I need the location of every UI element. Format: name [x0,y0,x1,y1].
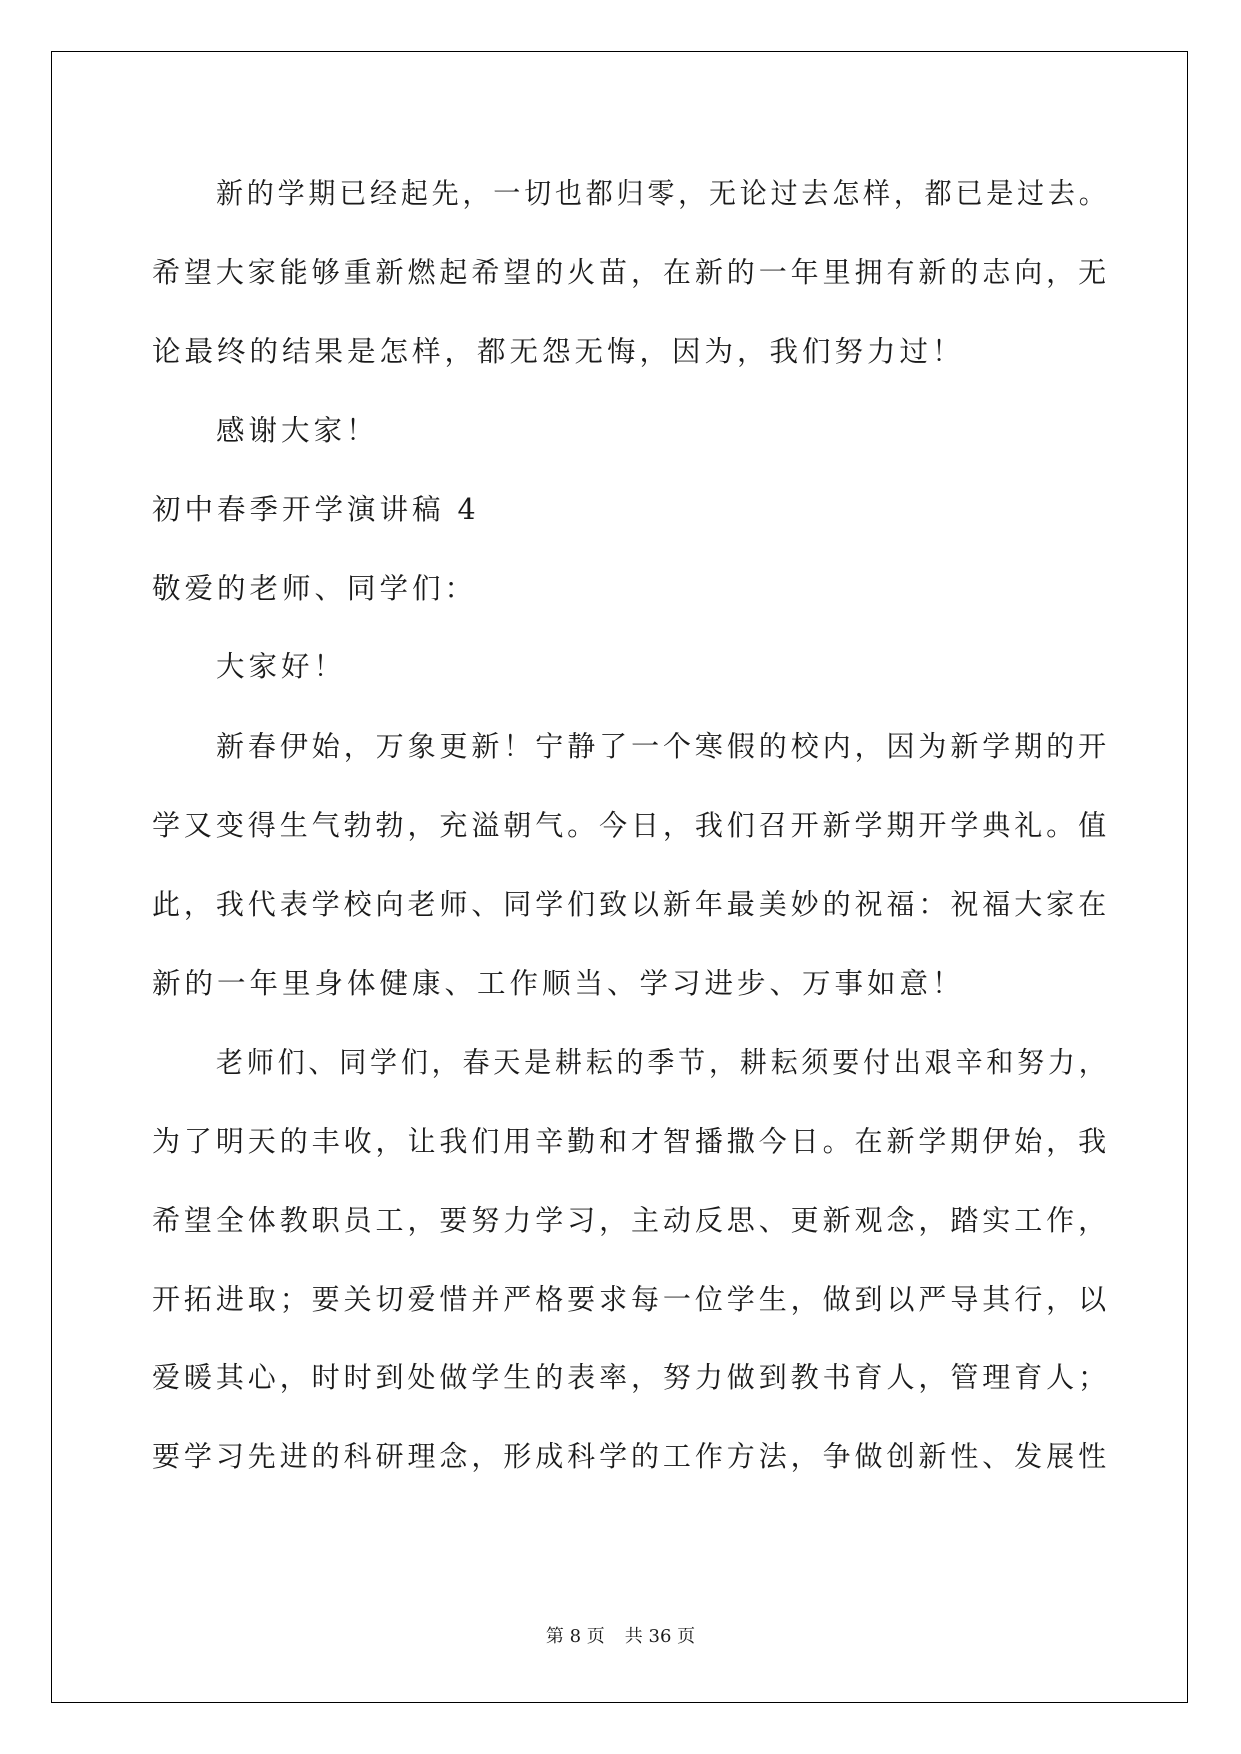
page-footer [0,1625,1241,1649]
greeting: 大家好！ [216,650,347,683]
paragraph-line: 感谢大家！ [216,414,379,447]
page-total: 共 36 页 [624,1626,696,1647]
paragraph-line: 论最终的结果是怎样，都无怨无悔，因为，我们努力过！ [152,335,965,368]
page-number: 第 8 页 [545,1626,605,1647]
paragraph-line: 学又变得生气勃勃，充溢朝气。今日，我们召开新学期开学典礼。值 [152,809,1111,842]
salutation: 敬爱的老师、同学们： [152,572,478,605]
paragraph-line: 新的学期已经起先，一切也都归零，无论过去怎样，都已是过去。 [216,177,1110,210]
paragraph-line: 开拓进取；要关切爱惜并严格要求每一位学生，做到以严导其行，以 [152,1283,1111,1316]
paragraph-line: 新春伊始，万象更新！宁静了一个寒假的校内，因为新学期的开 [216,730,1111,763]
paragraph-line: 要学习先进的科研理念，形成科学的工作方法，争做创新性、发展性 [152,1440,1111,1473]
paragraph-line: 爱暖其心，时时到处做学生的表率，努力做到教书育人，管理育人； [152,1361,1111,1394]
section-heading: 初中春季开学演讲稿 4 [152,493,480,526]
paragraph-line: 为了明天的丰收，让我们用辛勤和才智播撒今日。在新学期伊始，我 [152,1125,1111,1158]
paragraph-line: 此，我代表学校向老师、同学们致以新年最美妙的祝福：祝福大家在 [152,888,1111,921]
paragraph-line: 希望大家能够重新燃起希望的火苗，在新的一年里拥有新的志向，无 [152,256,1111,289]
paragraph-line: 希望全体教职员工，要努力学习，主动反思、更新观念，踏实工作， [152,1204,1111,1237]
paragraph-line: 新的一年里身体健康、工作顺当、学习进步、万事如意！ [152,967,965,1000]
paragraph-line: 老师们、同学们，春天是耕耘的季节，耕耘须要付出艰辛和努力， [216,1046,1110,1079]
